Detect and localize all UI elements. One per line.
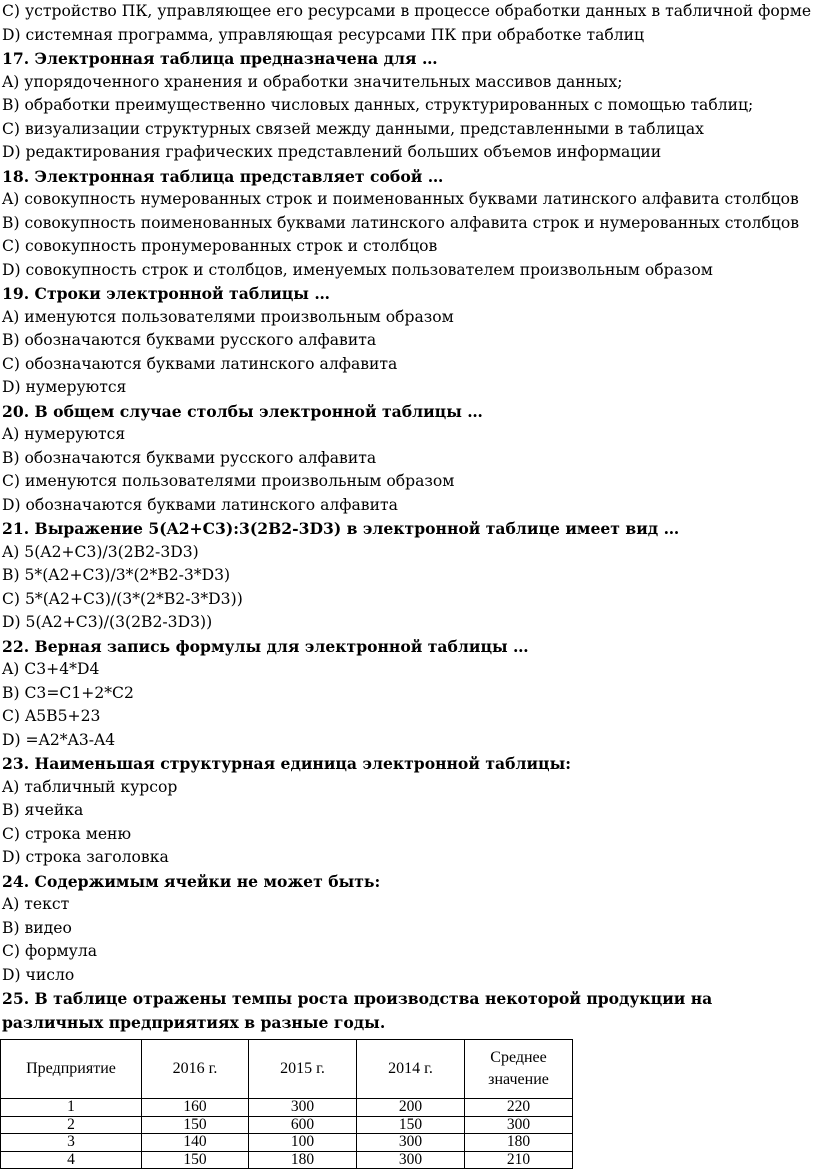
answer-option: A) именуются пользователями произвольным образом [2,307,454,326]
table-cell: 220 [465,1099,573,1117]
question-heading: 24. Содержимым ячейки не может быть: [2,871,381,891]
table-row [1,1099,573,1117]
question-heading: 20. В общем случае столбы электронной таблицы … [2,401,483,421]
question-heading: 19. Строки электронной таблицы … [2,284,330,303]
table-cell: 140 [142,1134,249,1152]
answer-option: C) устройство ПК, управляющее его ресурсами в процессе обработки данных в табличной форме [2,2,812,20]
table-row [1,1151,573,1169]
question-heading: 18. Электронная таблица представляет собой … [2,166,444,186]
answer-option: C) формула [2,942,98,960]
question-heading: 23. Наименьшая структурная единица электронной таблицы: [2,754,571,773]
answer-option: B) совокупность поименованных буквами латинского алфавита строк и нумерованных столбцов [2,213,799,232]
table-cell: 180 [249,1151,357,1169]
production-growth-table [0,1039,573,1169]
header-enterprise: Предприятие [1,1040,142,1099]
answer-option: C) строка меню [2,824,132,843]
table-cell: 200 [357,1099,465,1117]
table-cell: 150 [142,1151,249,1169]
table-cell: 4 [1,1151,142,1169]
answer-option: A) табличный курсор [2,777,178,796]
table-cell: 300 [357,1134,465,1152]
answer-option: D) 5(A2+C3)/(3(2B2-3D3)) [2,613,213,631]
table-cell: 150 [142,1116,249,1134]
table-cell: 600 [249,1116,357,1134]
table-cell: 300 [465,1116,573,1134]
answer-option: C) 5*(A2+C3)/(3*(2*B2-3*D3)) [2,589,243,608]
answer-option: A) 5(A2+C3)/3(2B2-3D3) [2,542,199,561]
question-heading: 17. Электронная таблица предназначена для … [2,49,438,68]
table-cell: 1 [1,1099,142,1117]
answer-option: A) нумеруются [2,425,126,443]
question-heading: 25. В таблице отражены темпы роста производства некоторой продукции на различных предприятиях в разные годы. [2,989,713,1032]
answer-option: B) ячейка [2,801,84,819]
table-cell: 300 [357,1151,465,1169]
answer-option: B) видео [2,918,72,937]
answer-option: A) упорядоченного хранения и обработки значительных массивов данных; [2,72,623,91]
question-heading: 21. Выражение 5(A2+C3):3(2B2-3D3) в электронной таблице имеет вид … [2,519,680,538]
answer-option: D) строка заголовка [2,848,169,866]
answer-option: D) нумеруются [2,378,127,396]
answer-option: D) редактирования графических представлений больших объемов информации [2,143,662,161]
answer-option: D) системная программа, управляющая ресурсами ПК при обработке таблиц [2,25,645,44]
answer-option: B) обозначаются буквами русского алфавита [2,448,377,467]
answer-option: D) =A2*A3-A4 [2,730,116,749]
table-cell: 300 [249,1099,357,1117]
table-cell: 160 [142,1099,249,1117]
answer-option: A) совокупность нумерованных строк и поименованных буквами латинского алфавита столбцов [2,190,799,208]
production-table-wrap [0,1039,573,1169]
answer-option: B) обработки преимущественно числовых данных, структурированных с помощью таблиц; [2,96,754,114]
table-cell: 210 [465,1151,573,1169]
table-cell: 150 [357,1116,465,1134]
answer-option: C) совокупность пронумерованных строк и столбцов [2,237,438,255]
answer-option: B) C3=C1+2*C2 [2,683,134,702]
answer-option: A) текст [2,895,70,913]
table-cell: 3 [1,1134,142,1152]
table-row [1,1116,573,1134]
table-cell: 2 [1,1116,142,1134]
header-average: Среднее значение [465,1040,573,1099]
answer-option: D) совокупность строк и столбцов, именуемых пользователем произвольным образом [2,260,713,279]
answer-option: C) визуализации структурных связей между данными, представленными в таблицах [2,119,704,138]
answer-option: C) именуются пользователями произвольным образом [2,472,455,490]
answer-option: A) C3+4*D4 [2,660,100,678]
header-2016: 2016 г. [142,1040,249,1099]
answer-option: B) обозначаются буквами русского алфавита [2,331,377,349]
table-row [1,1134,573,1152]
answer-option: C) A5B5+23 [2,707,101,725]
answer-option: D) обозначаются буквами латинского алфавита [2,495,398,514]
question-heading: 22. Верная запись формулы для электронной таблицы … [2,636,529,656]
answer-option: D) число [2,965,75,984]
table-cell: 180 [465,1134,573,1152]
header-2015: 2015 г. [249,1040,357,1099]
answer-option: C) обозначаются буквами латинского алфавита [2,354,398,373]
table-header-row [1,1040,573,1099]
header-2014: 2014 г. [357,1040,465,1099]
answer-option: B) 5*(A2+C3)/3*(2*B2-3*D3) [2,566,231,584]
table-cell: 100 [249,1134,357,1152]
